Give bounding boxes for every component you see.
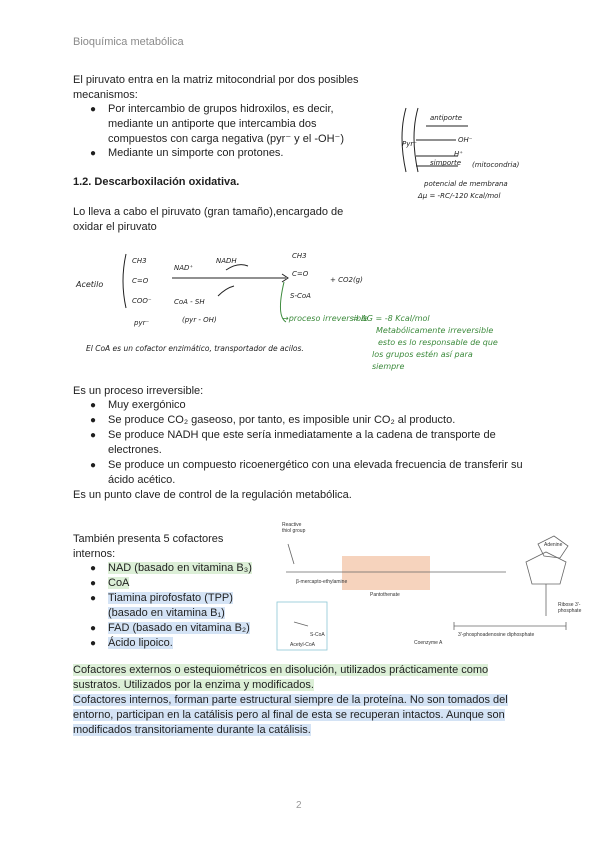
closing-blue-3-text: modificados transitoriamente durante la catálisis. bbox=[73, 724, 311, 736]
process-item-3: ● Se produce NADH que este sería inmediatamente a la cadena de transporte de electrones. bbox=[90, 429, 496, 456]
reactant-coo: COO⁻ bbox=[132, 297, 152, 305]
nadh-label: NADH bbox=[216, 257, 237, 265]
green-note-3: los grupos estén así para bbox=[372, 350, 473, 359]
pantothenate-label: Pantothenate bbox=[370, 592, 400, 598]
cofactor-nad: ● NAD (basado en vitamina B₃) bbox=[90, 562, 252, 574]
intro-line-1: El piruvato entra en la matriz mitocondrial por dos posibles bbox=[73, 74, 359, 86]
coenzyme-a-figure bbox=[276, 522, 600, 654]
closing-green-1 bbox=[73, 663, 488, 678]
scoa-label: S-CoA bbox=[310, 632, 325, 638]
pyruvate-line-2: oxidar el piruvato bbox=[73, 221, 157, 233]
delta-label: Δμ = -RC/-120 Kcal/mol bbox=[418, 192, 501, 200]
pyr-label-2: pyr⁻ bbox=[134, 319, 150, 327]
closing-green-1-text: Cofactores externos o estequiométricos en disolución, utilizados prácticamente como bbox=[73, 664, 489, 676]
h-label: H⁺ bbox=[454, 150, 463, 158]
coash-label: CoA - SH bbox=[174, 298, 205, 306]
closing-blue-2 bbox=[73, 708, 505, 723]
green-note-4: siempre bbox=[372, 362, 405, 371]
process-item-3-line-1: Se produce NADH que este sería inmediatamente a la cadena de transporte de bbox=[108, 429, 496, 441]
product-ch3: CH3 bbox=[292, 252, 307, 260]
adp-label: 3'-phosphoadenosine diphosphate bbox=[458, 632, 535, 638]
cofactor-tpp-note-text: (basado en vitamina B₁) bbox=[108, 607, 225, 619]
process-item-1-line-1: Muy exergónico bbox=[108, 399, 186, 411]
cofactor-fad: ● FAD (basado en vitamina B₂) bbox=[90, 622, 250, 634]
intro-bullet-2-text: Mediante un simporte con protones. bbox=[108, 147, 284, 159]
irreversible-note: →proceso irreversible bbox=[282, 314, 369, 323]
simporte-label: simporte bbox=[430, 159, 462, 167]
closing-green-2-text: sustratos. Utilizados por la enzima y modificados. bbox=[73, 679, 314, 691]
intro-bullet-1-line-1: Por intercambio de grupos hidroxilos, es decir, bbox=[108, 103, 334, 115]
closing-blue-1 bbox=[73, 693, 508, 708]
cofactor-tpp-text: Tiamina pirofosfato (TPP) bbox=[108, 592, 233, 604]
section-title: Descarboxilación oxidativa. bbox=[94, 176, 240, 188]
intro-bullet-2: ● Mediante un simporte con protones. bbox=[90, 147, 284, 159]
intro-bullet-1-line-2: mediante un antiporte que intercambia dos bbox=[108, 118, 317, 130]
closing-blue-2-text: entorno, participan en la catálisis pero al final de esta se recuperan intactos. Aunque son bbox=[73, 709, 505, 721]
intro-bullet-1: ● Por intercambio de grupos hidroxilos, es decir, mediante un antiporte que intercambia dos compuestos con carga negativa (pyr⁻ y el -OH⁻) bbox=[90, 103, 344, 145]
mitocondria-label: (mitocondria) bbox=[472, 161, 520, 169]
reactant-co: C=O bbox=[132, 277, 149, 285]
mercapto-label: β-mercapto-ethylamine bbox=[296, 579, 348, 585]
page-header: Bioquímica metabólica bbox=[73, 36, 184, 48]
coenzyme-a-label: Coenzyme A bbox=[414, 640, 443, 646]
antiporte-label: antiporte bbox=[430, 114, 463, 122]
closing-blue-1-text: Cofactores internos, forman parte estructural siempre de la proteína. No son tomados del bbox=[73, 694, 508, 706]
cofactor-coa-text: CoA bbox=[108, 577, 130, 589]
page-number: 2 bbox=[296, 800, 302, 811]
acetilo-label: Acetilo bbox=[76, 280, 104, 289]
process-item-4-line-2: ácido acético. bbox=[108, 474, 176, 486]
pyr-label: Pyr⁻ bbox=[402, 140, 417, 148]
reactive-label: Reactive bbox=[282, 522, 302, 528]
pyruvate-line-1: Lo lleva a cabo el piruvato (gran tamaño),encargado de bbox=[73, 206, 344, 218]
thiol-label: thiol group bbox=[282, 528, 306, 534]
green-note-1: Metabólicamente irreversible bbox=[376, 326, 494, 335]
section-number: 1.2. bbox=[73, 176, 92, 188]
cofactor-tpp: ● Tiamina pirofosfato (TPP) bbox=[90, 592, 233, 604]
acetyl-coa-label: Acetyl-CoA bbox=[290, 642, 316, 648]
process-item-4-line-1: Se produce un compuesto ricoenergético con una elevada frecuencia de transferir su bbox=[108, 459, 523, 471]
cofactor-fad-text: FAD (basado en vitamina B₂) bbox=[108, 622, 250, 634]
oh-label: OH⁻ bbox=[458, 136, 473, 144]
nad-label: NAD⁺ bbox=[174, 264, 194, 272]
coa-note: El CoA es un cofactor enzimático, transportador de acilos. bbox=[86, 344, 304, 353]
delta-g-note: ⇒ ΔG = -8 Kcal/mol bbox=[352, 314, 430, 323]
cofactors-intro-2: internos: bbox=[73, 548, 116, 560]
process-item-1: ● Muy exergónico bbox=[90, 399, 186, 411]
closing-blue-3 bbox=[73, 723, 311, 738]
cofactors-intro-1: También presenta 5 cofactores bbox=[73, 533, 224, 545]
process-title: Es un proceso irreversible: bbox=[73, 385, 204, 397]
co2-label: + CO2(g) bbox=[330, 276, 363, 284]
reactant-ch3: CH3 bbox=[132, 257, 147, 265]
cofactor-lipoic: ● Ácido lipoico. bbox=[90, 637, 173, 649]
intro-line-2: mecanismos: bbox=[73, 89, 138, 101]
process-item-2-line-1: Se produce CO₂ gaseoso, por tanto, es imposible unir CO₂ al producto. bbox=[108, 414, 456, 426]
potencial-label: potencial de membrana bbox=[424, 180, 508, 188]
product-scoa: S-CoA bbox=[290, 292, 311, 300]
adenine-label: Adenine bbox=[544, 542, 563, 548]
ribose-label: Ribose 3'-phosphate bbox=[558, 602, 582, 614]
closing-green-2 bbox=[73, 678, 314, 693]
green-note-2: esto es lo responsable de que bbox=[378, 338, 498, 347]
process-conclusion: Es un punto clave de control de la regulación metabólica. bbox=[73, 489, 352, 501]
process-item-3-line-2: electrones. bbox=[108, 444, 162, 456]
intro-bullet-1-line-3: compuestos con carga negativa (pyr⁻ y el -OH⁻) bbox=[108, 133, 344, 145]
process-item-4: ● Se produce un compuesto ricoenergético con una elevada frecuencia de transferir su ácido acético. bbox=[90, 459, 523, 486]
section-heading bbox=[73, 176, 239, 188]
cofactor-coa: ● CoA bbox=[90, 577, 130, 589]
process-item-2: ● Se produce CO₂ gaseoso, por tanto, es imposible unir CO₂ al producto. bbox=[90, 414, 456, 426]
product-co: C=O bbox=[292, 270, 309, 278]
pyroh-label: (pyr - OH) bbox=[182, 316, 217, 324]
cofactor-nad-text: NAD (basado en vitamina B₃) bbox=[108, 562, 252, 574]
cofactor-lipoic-text: Ácido lipoico. bbox=[108, 637, 173, 649]
cofactor-tpp-note bbox=[108, 606, 225, 621]
reaction-sketch bbox=[76, 246, 536, 386]
membrane-sketch bbox=[396, 106, 526, 206]
